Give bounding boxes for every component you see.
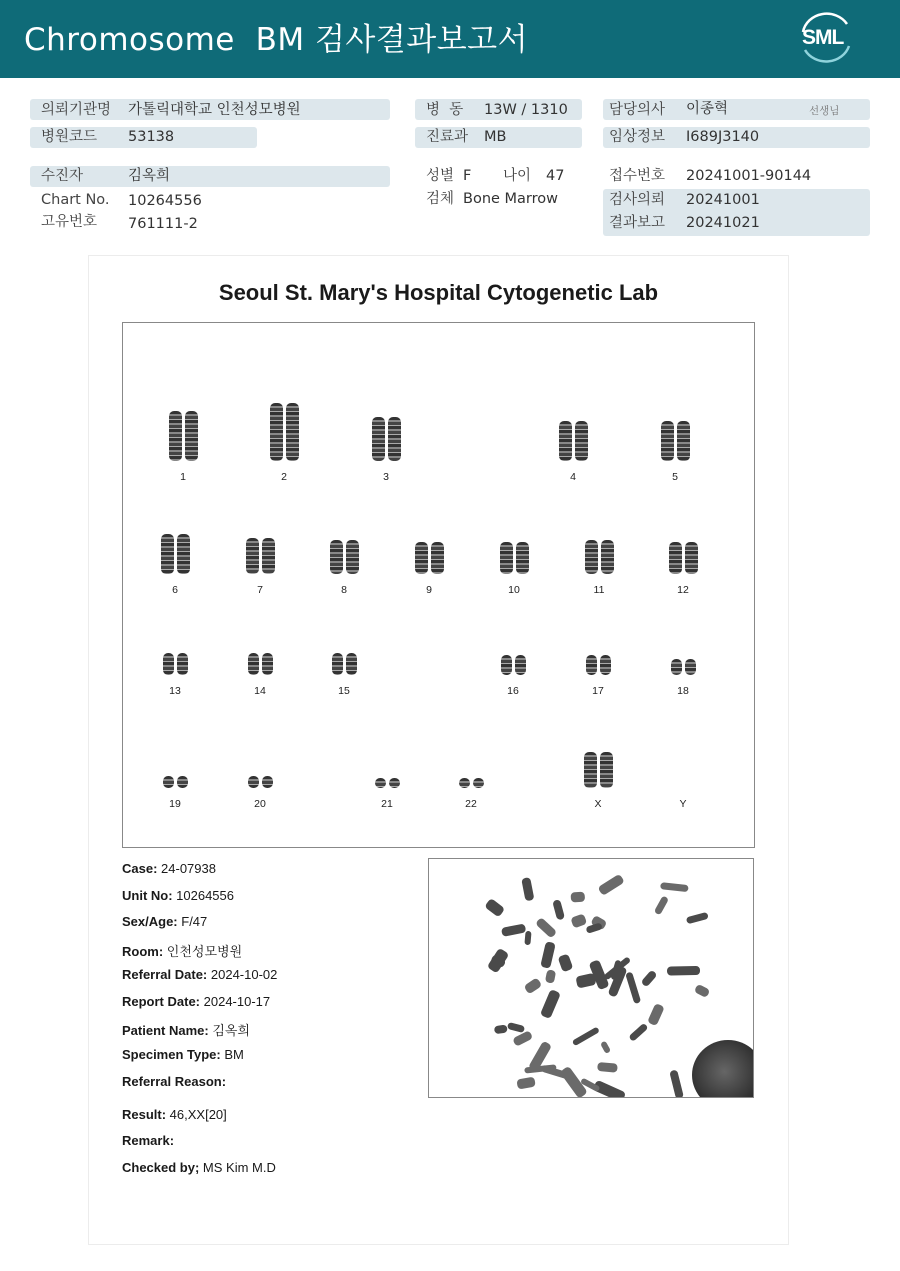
metaphase-chromosome — [686, 912, 709, 924]
case-field-value: 김옥희 — [208, 1023, 250, 1038]
sml-logo — [795, 10, 857, 68]
chromosome-10-homolog — [516, 542, 529, 574]
chromosome-label: 13 — [169, 685, 181, 697]
chromosome-17-homolog — [586, 655, 597, 675]
chromosome-13-homolog — [163, 653, 174, 675]
chromosome-15-homolog — [346, 653, 357, 675]
case-field-label: Specimen Type: — [122, 1047, 221, 1062]
case-field-label: Remark: — [122, 1133, 175, 1148]
logo-text: SML — [802, 26, 844, 49]
chromosome-12-homolog — [669, 542, 682, 574]
metaphase-chromosome — [524, 977, 543, 994]
metaphase-chromosome — [667, 966, 700, 975]
case-field — [122, 967, 277, 982]
case-field — [122, 914, 207, 929]
chromosome-label: 14 — [254, 685, 266, 697]
metaphase-chromosome — [521, 877, 535, 901]
chromosome-label: 11 — [593, 584, 605, 596]
interphase-nucleus — [692, 1040, 754, 1098]
request-label: 검사의뢰 — [609, 192, 666, 208]
case-field-value: 10264556 — [172, 888, 234, 903]
metaphase-chromosome — [570, 913, 587, 929]
chromosome-9-homolog — [415, 542, 428, 574]
report-title: Chromosome BM 검사결과보고서 — [24, 22, 529, 58]
lab-title: Seoul St. Mary's Hospital Cytogenetic Lab — [218, 280, 659, 305]
chromosome-7-homolog — [246, 538, 259, 574]
chromosome-8-homolog — [330, 540, 343, 574]
metaphase-chromosome — [557, 953, 573, 972]
chromosome-16-homolog — [501, 655, 512, 675]
chromosome-label: 18 — [677, 685, 689, 697]
chromosome-9-homolog — [431, 542, 444, 574]
case-field-value: 2024-10-17 — [200, 994, 271, 1009]
doctor-suffix: 선생님 — [809, 105, 840, 117]
chromosome-3-homolog — [372, 417, 385, 461]
metaphase-chromosome — [585, 922, 602, 933]
chromosome-11-homolog — [585, 540, 598, 574]
metaphase-chromosome — [647, 1003, 664, 1026]
metaphase-chromosome — [600, 1041, 612, 1055]
chart-value: 10264556 — [128, 193, 202, 209]
chromosome-label: 6 — [172, 584, 178, 596]
metaphase-chromosome — [524, 931, 532, 945]
chromosome-22-homolog — [459, 778, 470, 788]
metaphase-chromosome — [552, 900, 565, 921]
unique-value: 761111-2 — [128, 216, 198, 232]
case-field — [122, 1074, 226, 1089]
hospital-code-value: 53138 — [128, 129, 175, 145]
specimen-value: Bone Marrow — [463, 191, 559, 207]
case-field-value: 2024-10-02 — [207, 967, 278, 982]
chromosome-3-homolog — [388, 417, 401, 461]
patient-label: 수진자 — [41, 168, 84, 184]
case-field — [122, 861, 216, 876]
metaphase-chromosome — [544, 969, 555, 984]
metaphase-chromosome — [486, 947, 509, 973]
chromosome-5-homolog — [677, 421, 690, 461]
case-field-label: Sex/Age: — [122, 914, 178, 929]
chromosome-2-homolog — [270, 403, 283, 461]
metaphase-chromosome — [625, 971, 641, 1003]
metaphase-chromosome — [597, 874, 625, 897]
case-field — [122, 1107, 227, 1122]
case-field — [122, 888, 234, 903]
chromosome-17-homolog — [600, 655, 611, 675]
chromosome-label: 2 — [281, 471, 287, 483]
chromosome-label: 16 — [507, 685, 519, 697]
chromosome-15-homolog — [332, 653, 343, 675]
chromosome-12-homolog — [685, 542, 698, 574]
case-field — [122, 1020, 250, 1039]
case-field-label: Room: — [122, 944, 164, 959]
metaphase-chromosome — [669, 1070, 683, 1098]
chromosome-label: 22 — [465, 798, 477, 810]
clinical-value: I689J3140 — [686, 129, 760, 145]
chromosome-label: 21 — [381, 798, 393, 810]
metaphase-spread-image — [428, 858, 754, 1098]
chromosome-10-homolog — [500, 542, 513, 574]
result-date-label: 결과보고 — [609, 215, 666, 231]
sex-label: 성별 — [426, 168, 455, 184]
metaphase-chromosome — [540, 989, 561, 1019]
case-field — [122, 1133, 174, 1148]
chromosome-19-homolog — [163, 776, 174, 788]
chromosome-label: 5 — [672, 471, 678, 483]
metaphase-chromosome — [508, 1022, 526, 1033]
chromosome-14-homolog — [262, 653, 273, 675]
chromosome-label: 9 — [426, 584, 432, 596]
chromosome-label: 10 — [508, 584, 520, 596]
case-field — [122, 1160, 276, 1175]
metaphase-chromosome — [628, 1023, 648, 1042]
request-value: 20241001 — [686, 192, 760, 208]
patient-bar — [30, 166, 390, 187]
chromosome-label: 19 — [169, 798, 181, 810]
chromosome-22-homolog — [473, 778, 484, 788]
case-field-label: Result: — [122, 1107, 167, 1122]
chromosome-label: 17 — [592, 685, 604, 697]
metaphase-chromosome — [572, 1027, 600, 1047]
karyogram — [122, 322, 755, 848]
chromosome-label: 8 — [341, 584, 347, 596]
result-date-value: 20241021 — [686, 215, 760, 231]
chromosome-14-homolog — [248, 653, 259, 675]
metaphase-chromosome — [495, 1024, 509, 1034]
clinical-label: 임상정보 — [609, 129, 666, 145]
chromosome-label: 4 — [570, 471, 576, 483]
metaphase-chromosome — [660, 882, 689, 892]
chromosome-label: 20 — [254, 798, 266, 810]
case-field-value: 46,XX[20] — [166, 1107, 227, 1122]
metaphase-chromosome — [536, 917, 558, 938]
case-field-value: 24-07938 — [157, 861, 216, 876]
chromosome-X-homolog — [584, 752, 597, 788]
chromosome-7-homolog — [262, 538, 275, 574]
case-field-label: Checked by; — [122, 1160, 200, 1175]
case-field — [122, 994, 270, 1009]
chromosome-11-homolog — [601, 540, 614, 574]
chromosome-20-homolog — [248, 776, 259, 788]
chromosome-X-homolog — [600, 752, 613, 788]
chromosome-21-homolog — [375, 778, 386, 788]
case-field-value: F/47 — [177, 914, 208, 929]
metaphase-chromosome — [517, 1077, 537, 1090]
case-field-label: Unit No: — [122, 888, 173, 903]
chromosome-13-homolog — [177, 653, 188, 675]
chromosome-label: X — [594, 798, 602, 810]
specimen-label: 검체 — [426, 191, 455, 207]
hospital-code-label: 병원코드 — [41, 129, 98, 145]
metaphase-chromosome — [540, 942, 556, 970]
chromosome-16-homolog — [515, 655, 526, 675]
metaphase-chromosome — [501, 924, 527, 937]
report-header — [0, 0, 900, 78]
case-field-label: Referral Date: — [122, 967, 208, 982]
case-field-label: Patient Name: — [122, 1023, 209, 1038]
case-field-label: Report Date: — [122, 994, 201, 1009]
age-value: 47 — [546, 168, 565, 184]
metaphase-chromosome — [641, 970, 658, 988]
ward-label: 병 동 — [426, 102, 464, 118]
chromosome-label: 1 — [180, 471, 186, 483]
institution-value: 가톨릭대학교 인천성모병원 — [128, 102, 301, 118]
chart-label: Chart No. — [41, 192, 110, 208]
chromosome-18-homolog — [685, 659, 696, 675]
metaphase-chromosome — [570, 891, 585, 902]
chromosome-20-homolog — [262, 776, 273, 788]
chromosome-label: 7 — [257, 584, 263, 596]
chromosome-1-homolog — [185, 411, 198, 461]
case-field — [122, 941, 242, 960]
metaphase-chromosome — [654, 895, 669, 915]
metaphase-chromosome — [512, 1030, 533, 1047]
chromosome-label: 12 — [677, 584, 689, 596]
institution-label: 의뢰기관명 — [41, 102, 112, 118]
chromosome-1-homolog — [169, 411, 182, 461]
chromosome-8-homolog — [346, 540, 359, 574]
metaphase-chromosome — [485, 898, 506, 918]
department-value: MB — [484, 129, 507, 145]
chromosome-4-homolog — [559, 421, 572, 461]
metaphase-chromosome — [694, 983, 710, 997]
chromosome-label: Y — [679, 798, 687, 810]
chromosome-label: 15 — [338, 685, 350, 697]
case-field — [122, 1047, 244, 1062]
case-field-value: MS Kim M.D — [199, 1160, 276, 1175]
case-field-value: 인천성모병원 — [163, 944, 243, 959]
receipt-label: 접수번호 — [609, 168, 666, 184]
receipt-value: 20241001-90144 — [686, 168, 812, 184]
doctor-value: 이종혁 — [686, 101, 729, 117]
unique-label: 고유번호 — [41, 214, 98, 230]
chromosome-2-homolog — [286, 403, 299, 461]
chromosome-6-homolog — [177, 534, 190, 574]
doctor-label: 담당의사 — [609, 102, 666, 118]
metaphase-chromosome — [597, 1062, 618, 1072]
case-field-value: BM — [220, 1047, 244, 1062]
case-field-label: Referral Reason: — [122, 1074, 227, 1089]
chromosome-21-homolog — [389, 778, 400, 788]
department-label: 진료과 — [426, 129, 469, 145]
patient-value: 김옥희 — [128, 168, 171, 184]
chromosome-6-homolog — [161, 534, 174, 574]
age-label: 나이 — [503, 168, 532, 184]
chromosome-label: 3 — [383, 471, 389, 483]
cytogenetic-report — [88, 255, 789, 1245]
sex-value: F — [463, 168, 472, 184]
chromosome-18-homolog — [671, 659, 682, 675]
case-field-label: Case: — [122, 861, 158, 876]
ward-value: 13W / 1310 — [484, 102, 568, 118]
chromosome-4-homolog — [575, 421, 588, 461]
chromosome-5-homolog — [661, 421, 674, 461]
chromosome-19-homolog — [177, 776, 188, 788]
